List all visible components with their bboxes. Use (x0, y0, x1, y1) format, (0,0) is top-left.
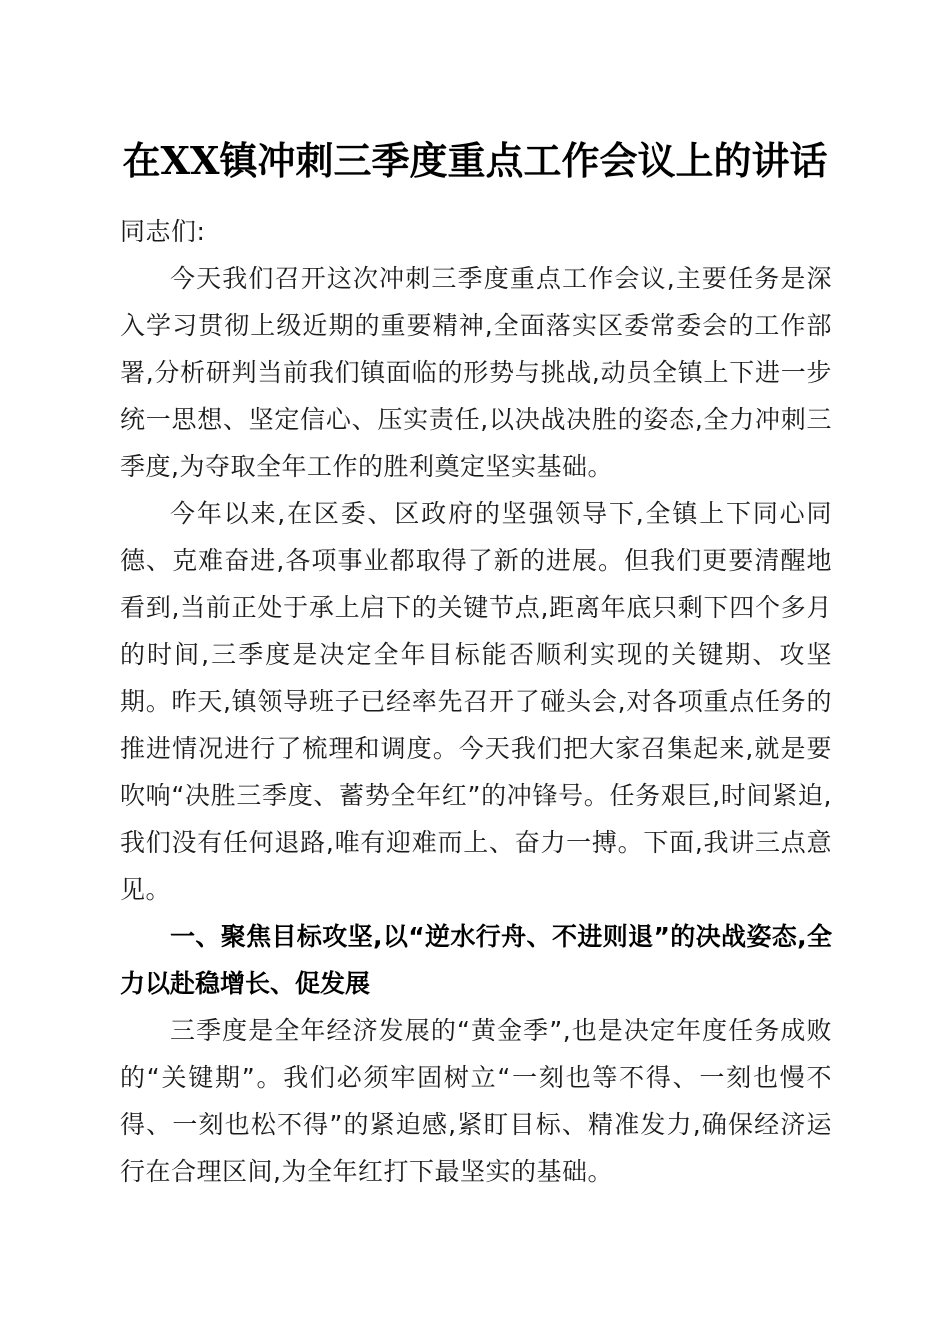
salutation: 同志们: (120, 217, 206, 246)
paragraph-situation: 今年以来,在区委、区政府的坚强领导下,全镇上下同心同德、克难奋进,各项事业都取得了新的进展。但我们更要清醒地看到,当前正处于承上启下的关键节点,距离年底只剩下四个多月的时间,三季度是决定全年目标能否顺利实现的关键期、攻坚期。昨天,镇领导班子已经率先召开了碰头会,对各项重点任务的推进情况进行了梳理和调度。今天我们把大家召集起来,就是要吹响“决胜三季度、蓄势全年红”的冲锋号。任务艰巨,时间紧迫,我们没有任何退路,唯有迎难而上、奋力一搏。下面,我讲三点意见。 (120, 499, 832, 904)
paragraph-opening: 今天我们召开这次冲刺三季度重点工作会议,主要任务是深入学习贯彻上级近期的重要精神,全面落实区委常委会的工作部署,分析研判当前我们镇面临的形势与挑战,动员全镇上下进一步统一思想、坚定信心、压实责任,以决战决胜的姿态,全力冲刺三季度,为夺取全年工作的胜利奠定坚实基础。 (120, 264, 832, 481)
document-title: 在XX镇冲刺三季度重点工作会议上的讲话 (122, 138, 828, 183)
document-body (120, 208, 832, 1195)
paragraph-section-one: 三季度是全年经济发展的“黄金季”,也是决定年度任务成败的“关键期”。我们必须牢固树立“一刻也等不得、一刻也慢不得、一刻也松不得”的紧迫感,紧盯目标、精准发力,确保经济运行在合理区间,为全年红打下最坚实的基础。 (120, 1016, 832, 1186)
section-heading: 一、聚焦目标攻坚,以“逆水行舟、不进则退”的决战姿态,全力以赴稳增长、促发展 (120, 922, 832, 998)
